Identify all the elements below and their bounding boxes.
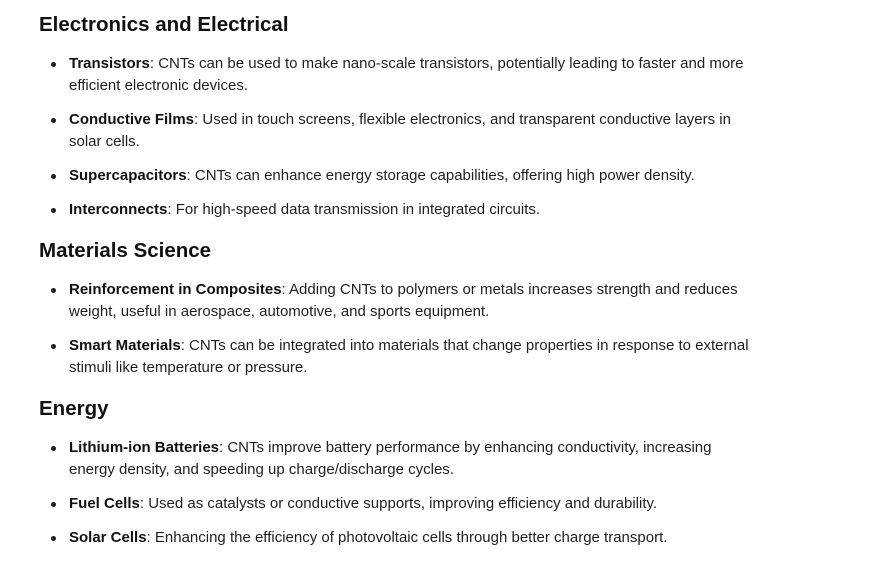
item-term: Lithium-ion Batteries (69, 439, 220, 456)
item-text: : CNTs improve battery performance by enhancing conductivity, increasing energy density, and speeding up charge/discharge cycles. (69, 439, 712, 478)
item-text: : CNTs can be used to make nano-scale transistors, potentially leading to faster and more efficient electronic devices. (69, 55, 744, 94)
list-item (39, 199, 759, 221)
list-item (39, 53, 759, 97)
item-text: : Enhancing the efficiency of photovoltaic cells through better charge transport. (146, 529, 668, 546)
item-text: : Used in touch screens, flexible electronics, and transparent conductive layers in solar cells. (69, 111, 731, 150)
list-item (39, 335, 759, 379)
bullet-list (39, 53, 759, 221)
item-term: Reinforcement in Composites (69, 281, 282, 298)
item-term: Smart Materials (69, 337, 181, 354)
item-term: Interconnects (69, 201, 168, 218)
bullet-icon (51, 344, 56, 349)
item-term: Supercapacitors (69, 167, 187, 184)
item-text: : Adding CNTs to polymers or metals increases strength and reduces weight, useful in aerospace, automotive, and sports equipment. (69, 281, 738, 320)
list-item (39, 109, 759, 153)
section-title: Energy (39, 397, 109, 420)
list-item (39, 493, 759, 515)
item-text: : CNTs can enhance energy storage capabilities, offering high power density. (186, 167, 695, 184)
bullet-icon (51, 62, 56, 67)
section-electronics (39, 12, 883, 221)
bullet-list (39, 437, 759, 549)
section-title: Electronics and Electrical (39, 13, 289, 36)
section-energy (39, 396, 883, 549)
bullet-icon (51, 174, 56, 179)
item-term: Solar Cells (69, 529, 147, 546)
bullet-icon (51, 502, 56, 507)
bullet-icon (51, 208, 56, 213)
item-text: : Used as catalysts or conductive supports, improving efficiency and durability. (139, 495, 658, 512)
item-term: Transistors (69, 55, 150, 72)
list-item (39, 165, 759, 187)
bullet-icon (51, 118, 56, 123)
list-item (39, 279, 759, 323)
list-item (39, 437, 759, 481)
bullet-list (39, 279, 759, 379)
item-term: Conductive Films (69, 111, 195, 128)
item-text: : For high-speed data transmission in integrated circuits. (167, 201, 541, 218)
item-text: : CNTs can be integrated into materials that change properties in response to external stimuli like temperature or pressure. (69, 337, 749, 376)
section-materials-science (39, 238, 883, 379)
bullet-icon (51, 288, 56, 293)
section-title: Materials Science (39, 239, 212, 262)
list-item (39, 527, 759, 549)
bullet-icon (51, 536, 56, 541)
bullet-icon (51, 446, 56, 451)
item-term: Fuel Cells (69, 495, 140, 512)
